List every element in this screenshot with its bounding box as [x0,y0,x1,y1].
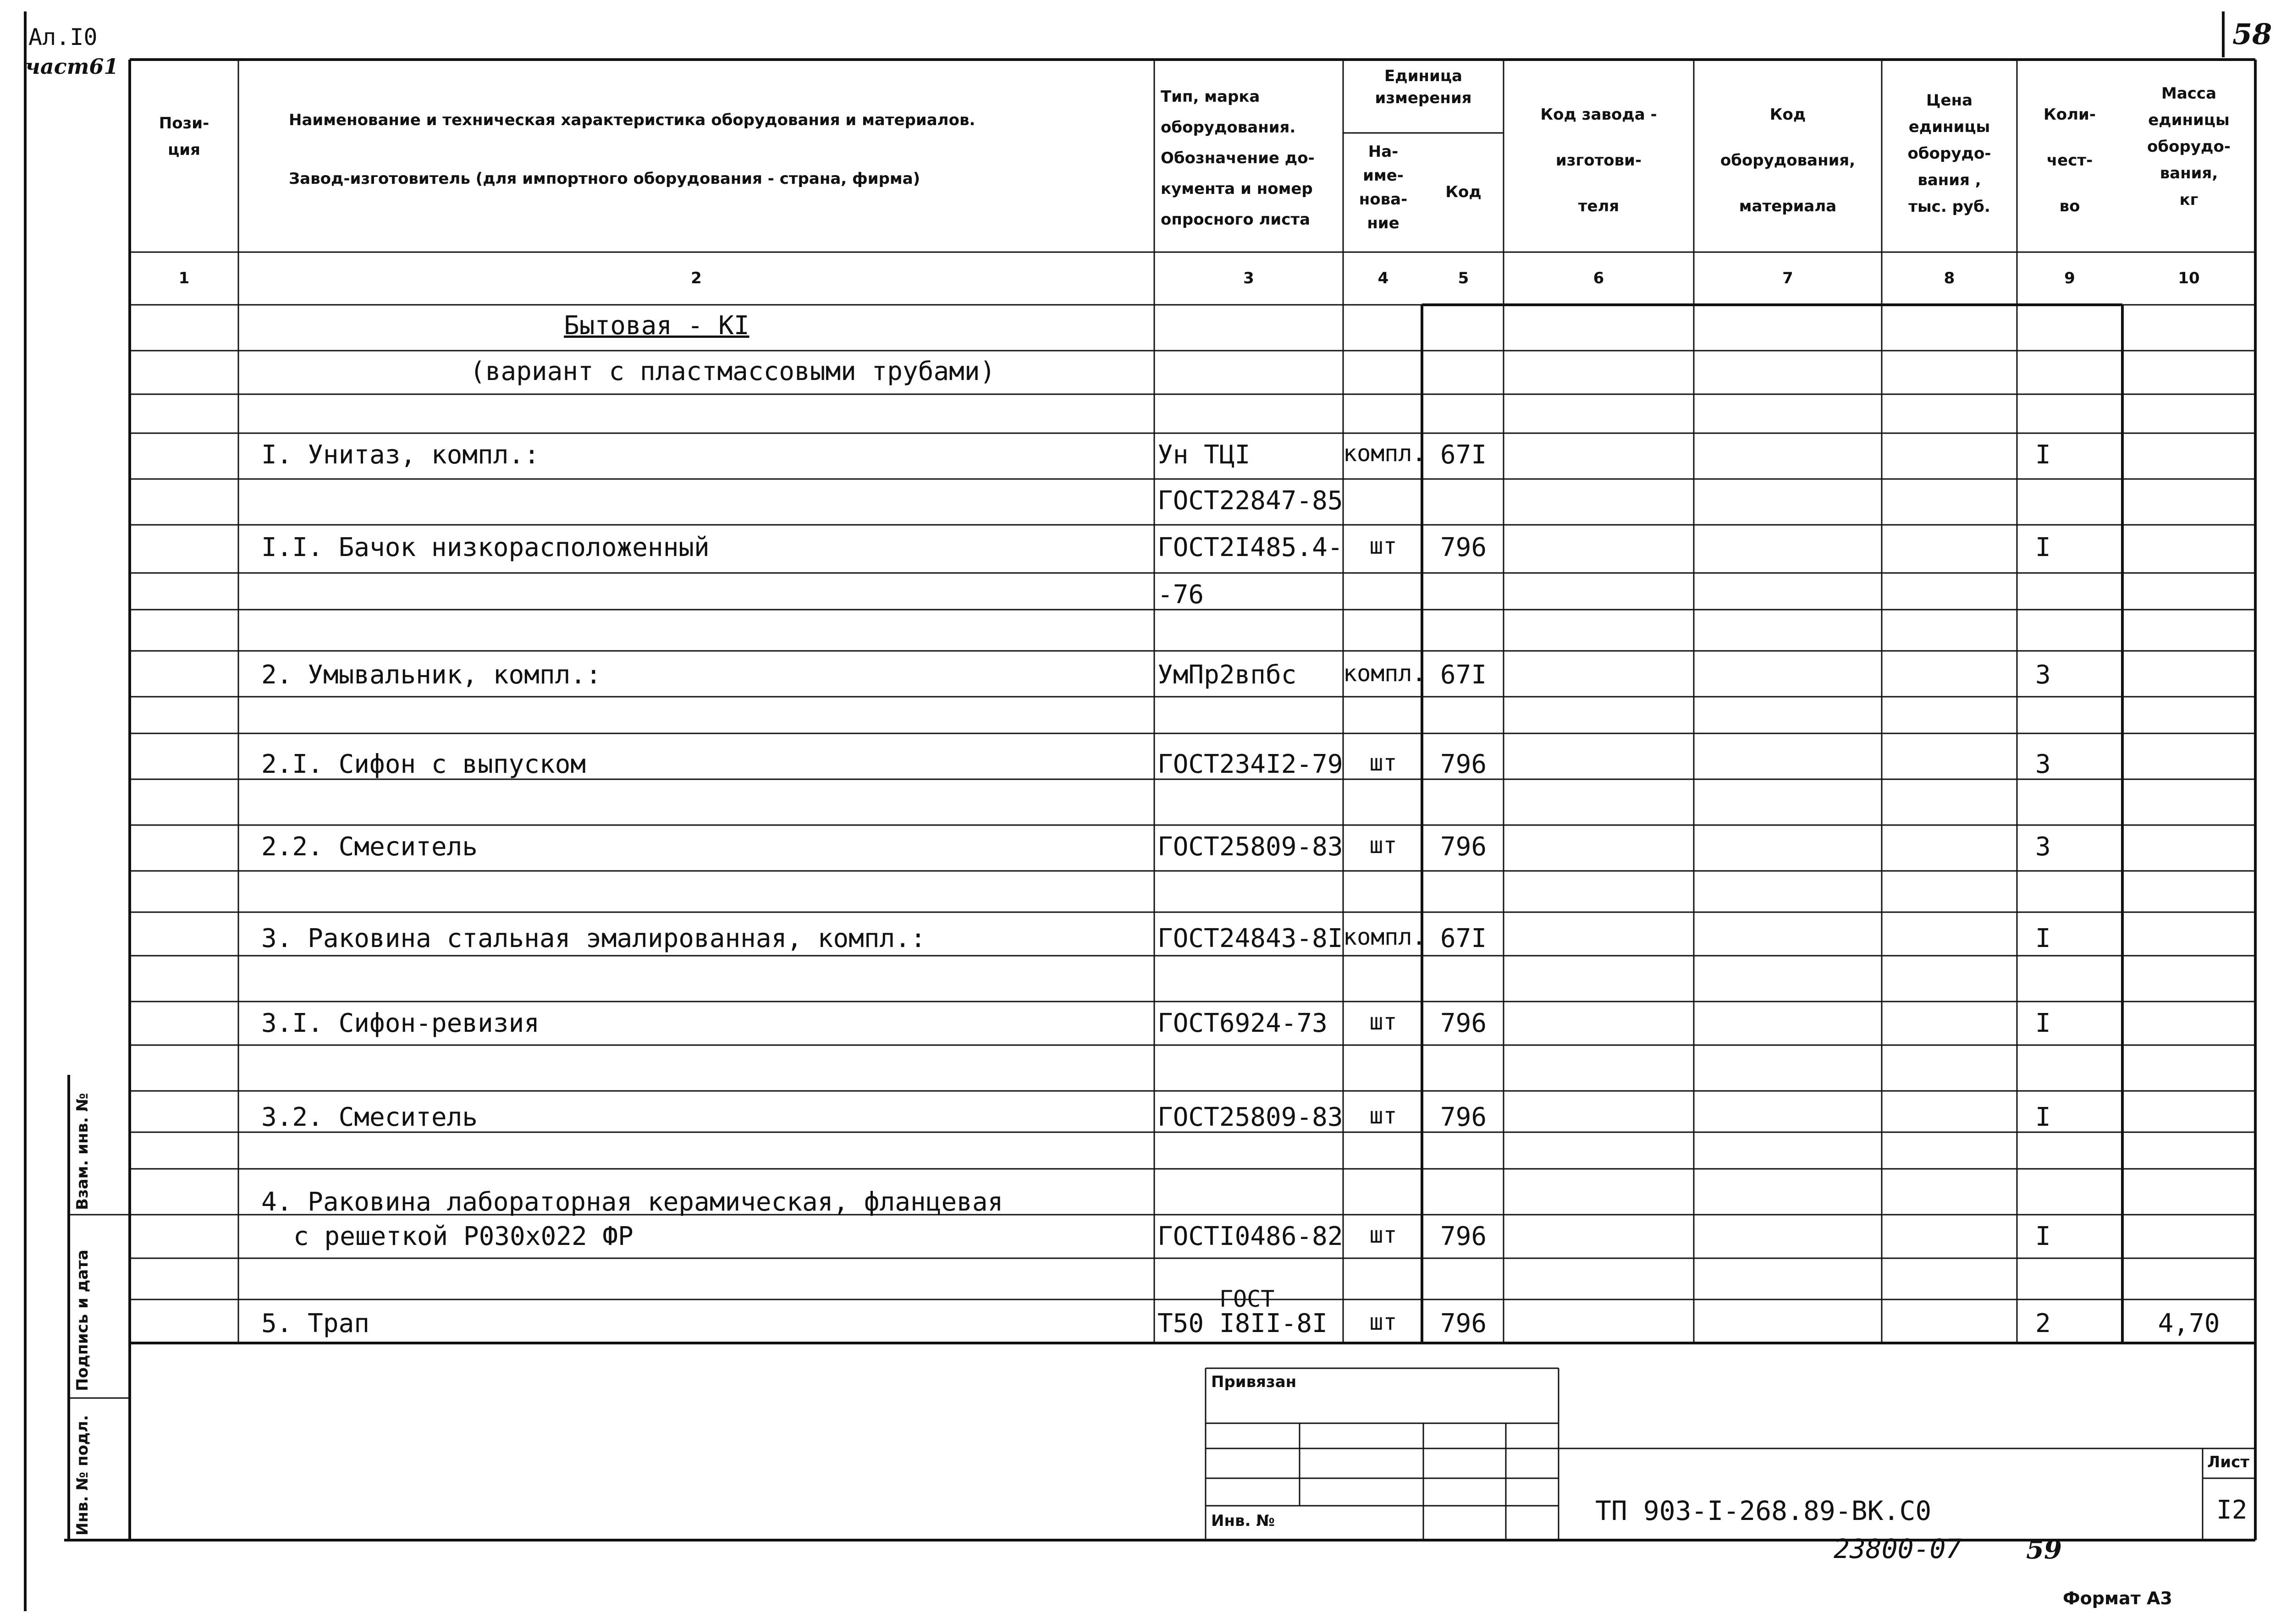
header-name: Наименование и техническая характеристика оборудования и материалов. Завод-изготовитель (для импортного оборудования - страна, фирма) [289,111,975,188]
row-unit: шт [1369,1309,1397,1335]
sheet-ref: Ал.I0 [28,24,98,50]
part-note: част61 [25,54,119,79]
document-code: ТП 903-I-268.89-ВК.С0 [1595,1495,1932,1526]
swap-inventory-label: Взам. инв. № [73,1093,92,1210]
row-unit: шт [1369,832,1397,859]
col-number: 1 [178,269,190,287]
row-type: ГОСТ6924-73 [1157,1008,1328,1038]
row-name: I. Унитаз, компл.: [261,440,540,470]
section-subtitle: (вариант с пластмассовыми трубами) [470,357,996,386]
row-qty: I [2035,533,2051,562]
col-number: 8 [1944,269,1955,287]
row-code: 796 [1440,832,1487,862]
header-type: Тип, марка оборудования. Обозначение до- кумента и номер опросного листа [1161,88,1315,229]
format-label: Формат А3 [2063,1588,2172,1608]
sheet-number: I2 [2216,1495,2248,1525]
row-code: 67I [1440,440,1487,470]
row-code: 796 [1440,1222,1487,1251]
row-qty: I [2035,1222,2051,1251]
row-code: 67I [1440,660,1487,690]
row-name: с решеткой Р030х022 ФР [293,1222,634,1251]
row-unit: шт [1369,1008,1397,1035]
row-code: 796 [1440,533,1487,562]
header-factory-code: Код завода - изготови- теля [1540,105,1657,215]
header-position: Пози- ция [159,114,209,159]
header-unit-code: Код [1445,183,1482,201]
archive-number: 23800-07 [1834,1533,1962,1564]
original-inventory-label: Инв. № подл. [73,1415,92,1536]
header-price: Цена единицы оборудо- вания , тыс. руб. [1907,91,1991,216]
col-number: 7 [1782,269,1793,287]
sheet-label: Лист [2207,1453,2249,1471]
row-qty: I [2035,1102,2051,1132]
row-code: 796 [1440,1102,1487,1132]
row-qty: 3 [2035,749,2051,779]
section-title: Бытовая - КI [564,311,749,341]
row-type: ГОСТ24843-8I [1157,924,1343,953]
col-number: 10 [2178,269,2200,287]
header-quantity: Коли- чест- во [2044,105,2096,215]
row-qty: 3 [2035,832,2051,862]
row-qty: I [2035,924,2051,953]
row-qty: I [2035,1008,2051,1038]
col-number: 4 [1377,269,1389,287]
row-qty: I [2035,440,2051,470]
signature-date-label: Подпись и дата [73,1250,92,1391]
row-type: ГОСТ25809-83 [1157,832,1343,862]
row-unit: компл. [1343,440,1426,467]
row-name: I.I. Бачок низкорасположенный [261,533,710,562]
row-name: 2.I. Сифон с выпуском [261,749,586,779]
row-type: Ун ТЦI [1157,440,1251,470]
header-unit-name: На- име- нова- ние [1359,143,1408,232]
row-name: 3.2. Смеситель [261,1102,478,1132]
row-type: ГОСТ25809-83 [1157,1102,1343,1132]
col-number: 3 [1243,269,1254,287]
row-type: ГОСТI0486-82 [1157,1222,1343,1251]
row-name: 3. Раковина стальная эмалированная, компл.: [261,924,926,953]
col-number: 9 [2064,269,2075,287]
row-name: 4. Раковина лабораторная керамическая, фланцевая [261,1187,1003,1217]
row-unit: шт [1369,1102,1397,1129]
row-type: Т50 I8II-8I [1157,1309,1328,1338]
row-code: 796 [1440,1008,1487,1038]
row-name: 2.2. Смеситель [261,832,478,862]
row-type: -76 [1157,580,1204,610]
col-number: 5 [1458,269,1469,287]
header-mass: Масса единицы оборудо- вания, кг [2147,84,2231,209]
row-type: УмПр2впбс [1157,660,1297,690]
row-qty: 2 [2035,1309,2051,1338]
row-qty: 3 [2035,660,2051,690]
row-code: 796 [1440,1309,1487,1338]
col-number: 6 [1593,269,1604,287]
bound-label: Привязан [1211,1373,1297,1391]
row-unit: шт [1369,1222,1397,1248]
inventory-no-label: Инв. № [1211,1512,1275,1530]
row-unit: компл. [1343,924,1426,950]
header-unit: Единица измерения [1375,67,1472,107]
row-name: 5. Трап [261,1309,370,1338]
row-type: ГОСТ2I485.4- [1157,533,1343,562]
row-name: 2. Умывальник, компл.: [261,660,601,690]
row-mass: 4,70 [2158,1309,2220,1338]
row-type-top: ГОСТ [1219,1286,1275,1312]
row-code: 67I [1440,924,1487,953]
col-number: 2 [691,269,702,287]
row-code: 796 [1440,749,1487,779]
row-unit: компл. [1343,660,1426,687]
row-type: ГОСТ22847-85 [1157,486,1343,516]
row-name: 3.I. Сифон-ревизия [261,1008,540,1038]
row-unit: шт [1369,749,1397,776]
header-equipment-code: Код оборудования, материала [1720,105,1856,215]
archive-page: 59 [2026,1535,2062,1565]
page-mark: 58 [2232,17,2272,51]
row-unit: шт [1369,533,1397,559]
row-type: ГОСТ234I2-79 [1157,749,1343,779]
